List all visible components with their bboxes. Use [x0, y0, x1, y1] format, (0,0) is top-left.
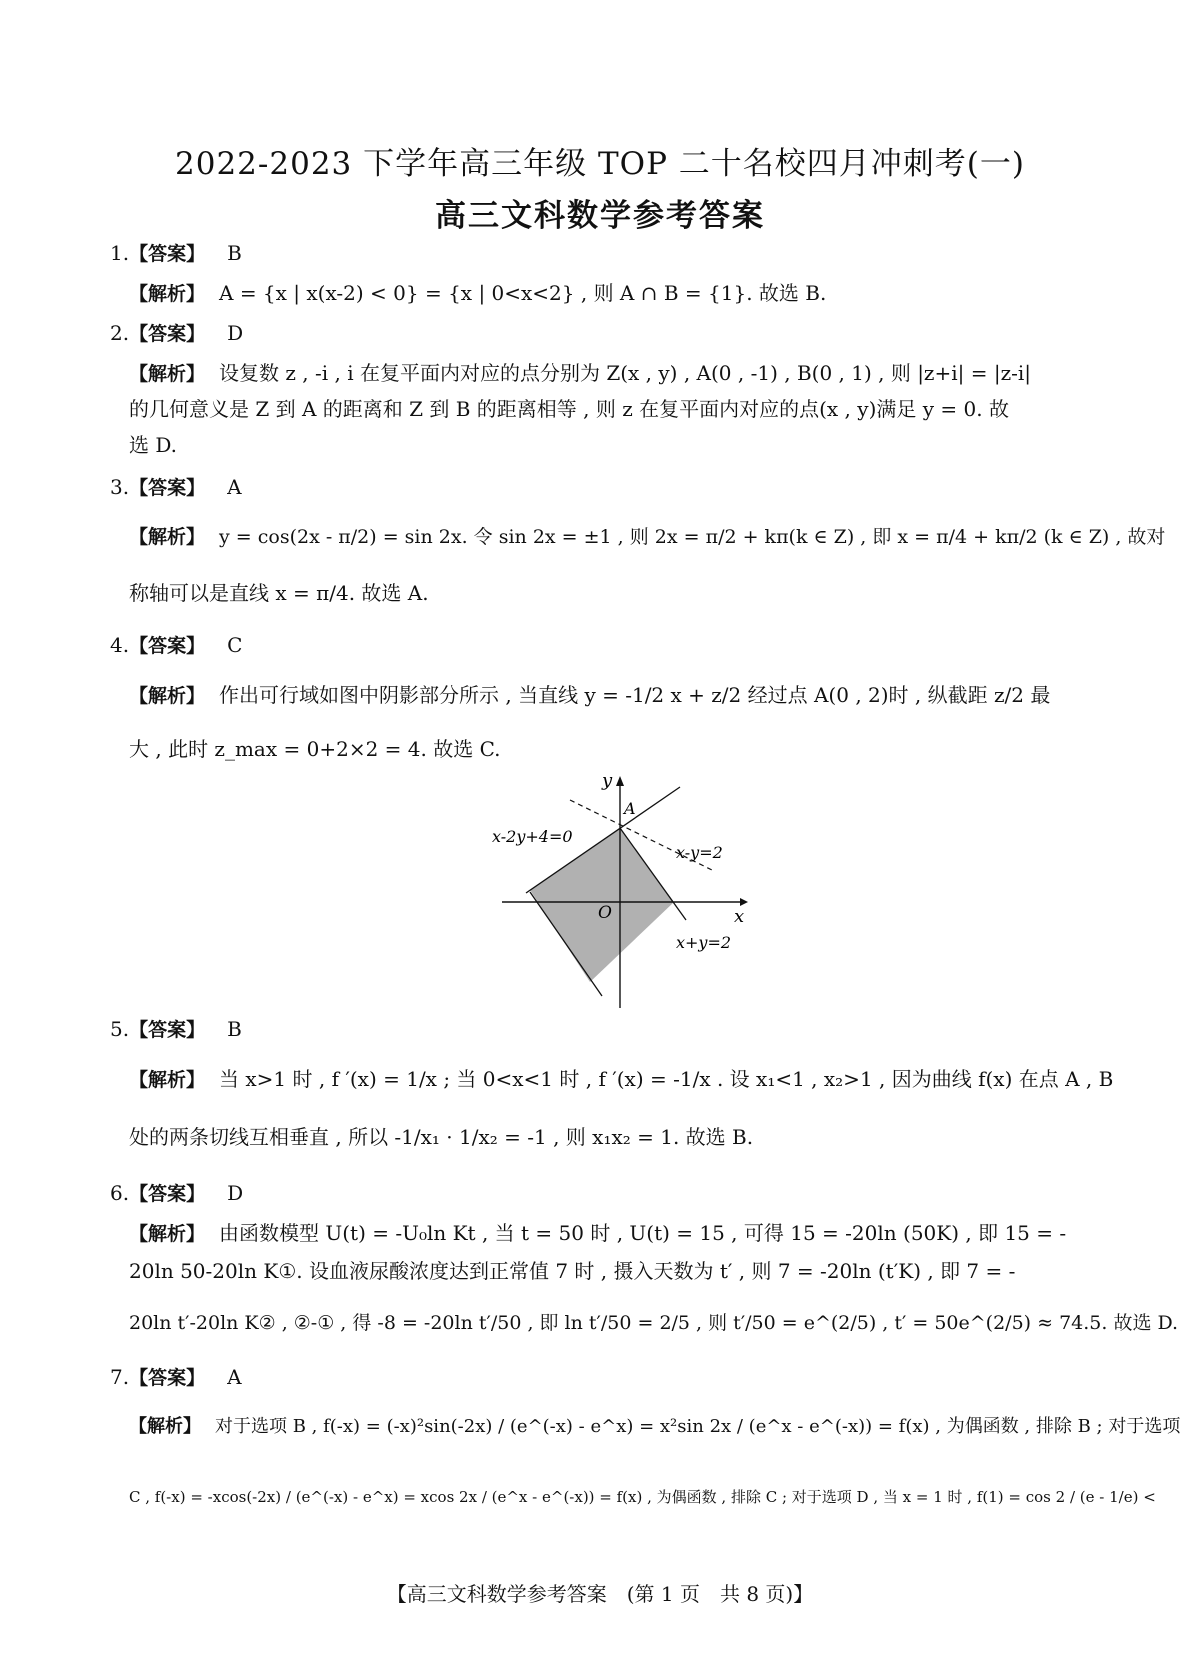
q1-answer-row — [110, 240, 242, 267]
q7-analysis-row — [129, 1414, 1180, 1440]
y-axis-arrow — [616, 776, 624, 786]
q2-analysis-line: 设复数 z , -i , i 在复平面内对应的点分别为 Z(x , y) , A(0 , -1) , B(0 , 1) , 则 |z+i| = |z-i| — [219, 361, 1032, 385]
q2-analysis-row — [129, 360, 1031, 387]
q5-analysis-row — [129, 1066, 1113, 1093]
q5-number: 5. — [110, 1017, 130, 1041]
q5-answer: B — [227, 1017, 242, 1041]
q4-answer-row — [110, 632, 242, 659]
document-title: 2022-2023 下学年高三年级 TOP 二十名校四月冲刺考(一) — [175, 146, 1025, 182]
feasible-region-figure — [490, 770, 760, 1010]
line3-label: x+y=2 — [676, 933, 732, 952]
line1-label: x-2y+4=0 — [492, 827, 573, 846]
q7-analysis-line: 对于选项 B , f(-x) = (-x)²sin(-2x) / (e^(-x) - e^x) = x²sin 2x / (e^x - e^(-x)) = f(x) , 为偶函数 , 排除 B ; 对于选项 — [215, 1416, 1181, 1437]
analysis-label: 【解析】 — [129, 363, 206, 385]
q6-answer-row — [110, 1180, 243, 1207]
answer-label: 【答案】 — [129, 1183, 206, 1205]
q4-answer: C — [227, 633, 243, 657]
answer-label: 【答案】 — [129, 323, 206, 345]
q2-answer: D — [227, 321, 244, 345]
q5-answer-row — [110, 1016, 242, 1043]
analysis-label: 【解析】 — [129, 526, 206, 548]
answer-label: 【答案】 — [129, 635, 206, 657]
y-axis-label: y — [602, 770, 613, 791]
document-subtitle: 高三文科数学参考答案 — [435, 198, 765, 234]
answer-label: 【答案】 — [129, 1019, 206, 1041]
q5-analysis-line: 当 x>1 时 , f ′(x) = 1/x ; 当 0<x<1 时 , f ′(x) = -1/x . 设 x₁<1 , x₂>1 , 因为曲线 f(x) 在点 A , B — [219, 1067, 1114, 1091]
q2-number: 2. — [110, 321, 130, 345]
q3-analysis-row — [129, 524, 1165, 550]
q3-answer-row — [110, 474, 242, 501]
q7-answer-row — [110, 1364, 242, 1391]
q5-analysis-line: 处的两条切线互相垂直 , 所以 -1/x₁ · 1/x₂ = -1 , 则 x₁x₂ = 1. 故选 B. — [129, 1125, 754, 1149]
q7-analysis-line: C , f(-x) = -xcos(-2x) / (e^(-x) - e^x) = xcos 2x / (e^x - e^(-x)) = f(x) , 为偶函数 , 排除 C ; 对于选项 D , 当 x = 1 时 , f(1) = cos 2 / (e - 1/e) < — [129, 1488, 1156, 1506]
q4-analysis-line: 大 , 此时 z_max = 0+2×2 = 4. 故选 C. — [129, 737, 501, 761]
point-a-label: A — [624, 799, 636, 818]
q6-analysis-line: 20ln 50-20ln K①. 设血液尿酸浓度达到正常值 7 时 , 摄入天数为 t′ , 则 7 = -20ln (t′K) , 即 7 = - — [129, 1259, 1016, 1283]
q4-analysis-line: 作出可行域如图中阴影部分所示 , 当直线 y = -1/2 x + z/2 经过点 A(0 , 2)时 , 纵截距 z/2 最 — [219, 683, 1051, 707]
analysis-label: 【解析】 — [129, 1416, 201, 1437]
q2-analysis-line: 选 D. — [129, 433, 178, 457]
answer-label: 【答案】 — [129, 477, 206, 499]
q2-analysis-line: 的几何意义是 Z 到 A 的距离和 Z 到 B 的距离相等 , 则 z 在复平面内对应的点(x , y)满足 y = 0. 故 — [129, 397, 1009, 421]
q1-analysis-line: A = {x | x(x-2) < 0} = {x | 0<x<2} , 则 A ∩ B = {1}. 故选 B. — [219, 281, 827, 305]
answer-label: 【答案】 — [129, 1367, 206, 1389]
page-footer: 【高三文科数学参考答案 (第 1 页 共 8 页)】 — [386, 1582, 814, 1606]
q3-number: 3. — [110, 475, 130, 499]
answer-label: 【答案】 — [129, 243, 206, 265]
q1-analysis-row — [129, 280, 826, 307]
q7-number: 7. — [110, 1365, 130, 1389]
q3-analysis-line: y = cos(2x - π/2) = sin 2x. 令 sin 2x = ±1 , 则 2x = π/2 + kπ(k ∈ Z) , 即 x = π/4 + kπ/2 (k ∈ Z) , 故对 — [219, 526, 1166, 548]
q7-answer: A — [227, 1365, 242, 1389]
origin-label: O — [598, 903, 612, 923]
q6-analysis-line: 由函数模型 U(t) = -U₀ln Kt , 当 t = 50 时 , U(t) = 15 , 可得 15 = -20ln (50K) , 即 15 = - — [219, 1221, 1067, 1245]
q1-number: 1. — [110, 241, 130, 265]
q1-answer: B — [227, 241, 242, 265]
analysis-label: 【解析】 — [129, 685, 206, 707]
analysis-label: 【解析】 — [129, 1223, 206, 1245]
q3-analysis-line: 称轴可以是直线 x = π/4. 故选 A. — [129, 581, 429, 605]
q4-analysis-row — [129, 682, 1050, 709]
q3-answer: A — [227, 475, 242, 499]
q6-answer: D — [227, 1181, 244, 1205]
analysis-label: 【解析】 — [129, 283, 206, 305]
line2-label: x-y=2 — [676, 843, 723, 862]
q6-analysis-line: 20ln t′-20ln K② , ②-① , 得 -8 = -20ln t′/50 , 即 ln t′/50 = 2/5 , 则 t′/50 = e^(2/5) , t′ = 50e^(2/5) ≈ 74.5. 故选 D. — [129, 1312, 1179, 1334]
q6-analysis-row — [129, 1220, 1066, 1247]
q6-number: 6. — [110, 1181, 130, 1205]
q2-answer-row — [110, 320, 243, 347]
x-axis-label: x — [734, 906, 745, 927]
q4-number: 4. — [110, 633, 130, 657]
analysis-label: 【解析】 — [129, 1069, 206, 1091]
x-axis-arrow — [740, 898, 748, 906]
